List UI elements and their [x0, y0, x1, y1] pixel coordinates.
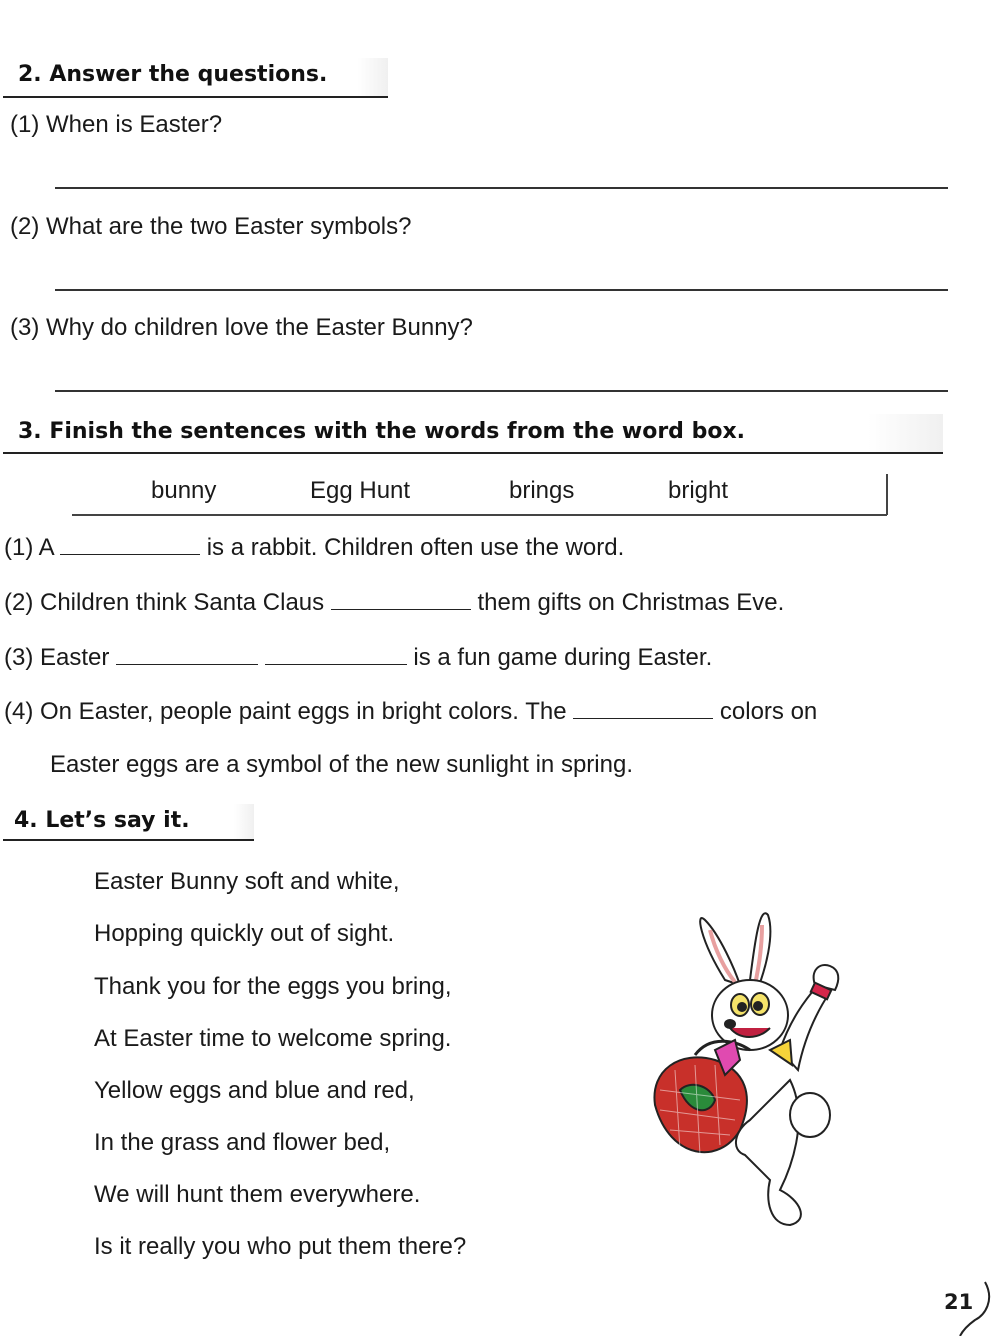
blank-1[interactable] [60, 532, 200, 555]
word-box-bottom-border [72, 514, 887, 516]
sentence-text: is a fun game during Easter. [413, 644, 713, 671]
section-2-heading: 2. Answer the questions. [18, 62, 328, 87]
question-3: (3) Why do children love the Easter Bunny? [10, 314, 473, 341]
poem-line: At Easter time to welcome spring. [94, 1025, 452, 1052]
poem-line: Thank you for the eggs you bring, [94, 973, 452, 1000]
sentence-text: is a rabbit. Children often use the word. [206, 534, 625, 561]
sentence-text: (2) Children think Santa Claus [4, 589, 325, 616]
word-box-right-border [886, 474, 888, 515]
answer-line-3[interactable] [55, 390, 948, 392]
poem-line: Hopping quickly out of sight. [94, 920, 395, 947]
blank-2[interactable] [331, 587, 471, 610]
answer-line-2[interactable] [55, 289, 948, 291]
sentence-text: (4) On Easter, people paint eggs in bright colors. The [4, 698, 567, 725]
section-3-heading: 3. Finish the sentences with the words from the word box. [18, 419, 745, 444]
sentence-text: colors on [719, 698, 818, 725]
blank-4[interactable] [573, 696, 713, 719]
sentence-text: (1) A [4, 534, 54, 561]
heading-underline [3, 96, 388, 98]
poem-line: In the grass and flower bed, [94, 1129, 391, 1156]
word-egg-hunt: Egg Hunt [310, 477, 411, 504]
word-brings: brings [509, 477, 575, 504]
sentence-1 [4, 532, 624, 562]
page-number-tab-icon [930, 1280, 1000, 1336]
word-bright: bright [668, 477, 729, 504]
poem-line: Easter Bunny soft and white, [94, 868, 400, 895]
heading-underline [3, 839, 254, 841]
sentence-3 [4, 642, 712, 672]
word-bunny: bunny [151, 477, 217, 504]
sentence-text: (3) Easter [4, 644, 110, 671]
sentence-text: them gifts on Christmas Eve. [477, 589, 785, 616]
sentence-4-continuation: Easter eggs are a symbol of the new sunlight in spring. [50, 751, 633, 778]
blank-3a[interactable] [116, 642, 258, 665]
blank-3b[interactable] [265, 642, 407, 665]
section-4-heading: 4. Let’s say it. [14, 808, 190, 833]
poem-line: We will hunt them everywhere. [94, 1181, 421, 1208]
question-2: (2) What are the two Easter symbols? [10, 213, 412, 240]
sentence-2 [4, 587, 784, 617]
easter-bunny-illustration [640, 900, 850, 1235]
page-number: 21 [944, 1290, 974, 1314]
answer-line-1[interactable] [55, 187, 948, 189]
sentence-4 [4, 696, 817, 726]
poem-line: Is it really you who put them there? [94, 1233, 467, 1260]
heading-underline [3, 452, 943, 454]
poem-line: Yellow eggs and blue and red, [94, 1077, 415, 1104]
question-1: (1) When is Easter? [10, 111, 223, 138]
